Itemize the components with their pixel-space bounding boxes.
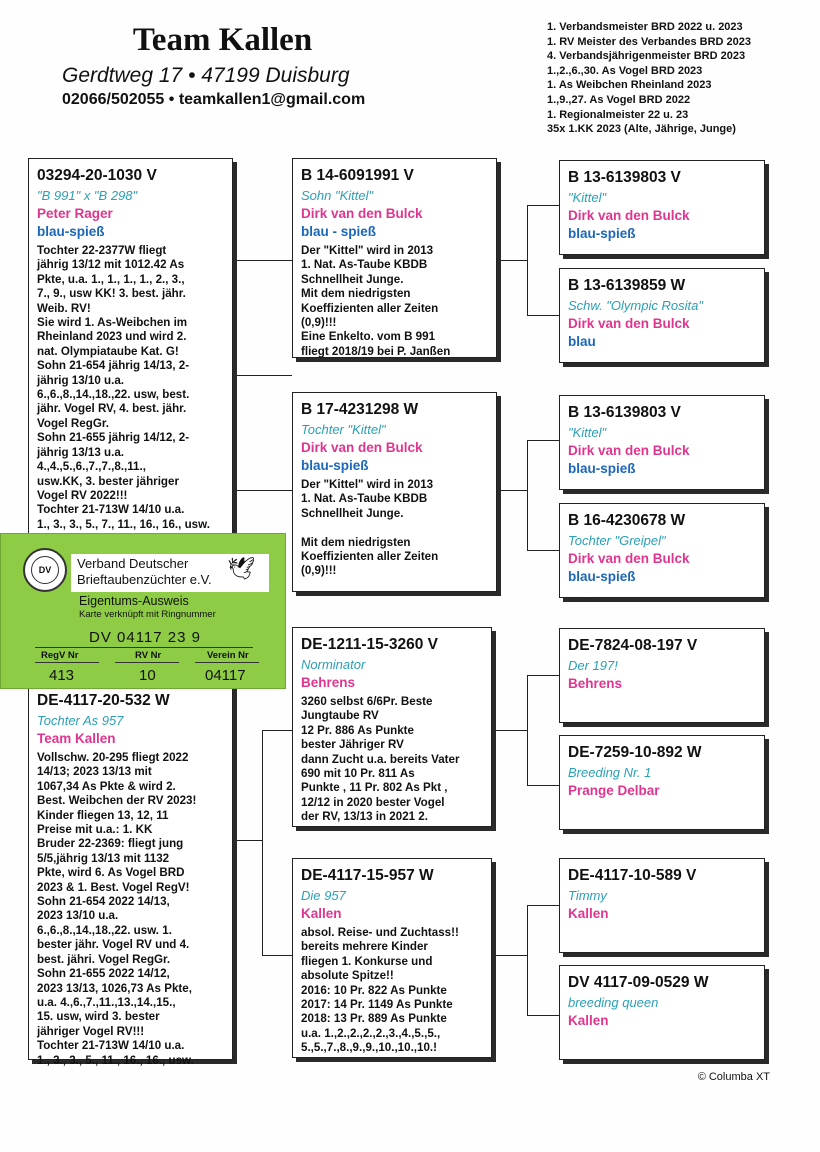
- card-ring-number: DV 04117 23 9: [89, 629, 201, 646]
- card-column-header: RV Nr: [135, 650, 162, 661]
- card-field-line: [115, 662, 179, 663]
- connector-line: [232, 375, 292, 376]
- achievement-item: 35x 1.KK 2023 (Alte, Jährige, Junge): [547, 123, 736, 136]
- breeder-name: Dirk van den Bulck: [301, 206, 423, 221]
- card-column-value: 04117: [205, 667, 246, 684]
- pedigree-box-gg4: [559, 503, 765, 598]
- achievement-item: 1. Verbandsmeister BRD 2022 u. 2023: [547, 21, 743, 33]
- connector-line: [527, 440, 559, 441]
- bird-description: Sohn "Kittel": [301, 188, 374, 203]
- pedigree-box-sire: [28, 158, 233, 538]
- bird-color: blau-spieß: [37, 224, 105, 239]
- connector-line: [492, 730, 527, 731]
- bird-color: blau-spieß: [301, 458, 369, 473]
- connector-line: [232, 840, 262, 841]
- copyright-notice: © Columba XT: [697, 1071, 770, 1083]
- breeder-name: Prange Delbar: [568, 783, 660, 798]
- ring-number: B 13-6139859 W: [568, 277, 686, 294]
- performance-notes: Der "Kittel" wird in 2013 1. Nat. As-Taube KBDB Schnellheit Junge. Mit dem niedrigsten Koeffizienten aller Zeiten (0,9)!!! Eine Enkelto. vom B 991 fliegt 2018/19 bei P. Janßen: [301, 244, 451, 358]
- association-logo-icon: [23, 548, 67, 592]
- breeder-name: Peter Rager: [37, 206, 113, 221]
- bird-color: blau: [568, 334, 596, 349]
- connector-line: [497, 260, 527, 261]
- breeder-name: Dirk van den Bulck: [568, 551, 690, 566]
- breeder-name: Dirk van den Bulck: [568, 208, 690, 223]
- connector-line: [262, 730, 263, 955]
- card-org-name: Brieftaubenzüchter e.V.: [77, 572, 212, 587]
- ring-number: DE-4117-20-532 W: [37, 692, 170, 709]
- pedigree-box-dam: [28, 683, 233, 1067]
- pigeon-icon: 🕊: [227, 556, 255, 581]
- bird-description: "B 991" x "B 298": [37, 188, 138, 203]
- performance-notes: Der "Kittel" wird in 2013 1. Nat. As-Taube KBDB Schnellheit Junge. Mit dem niedrigsten Koeffizienten aller Zeiten (0,9)!!!: [301, 478, 439, 578]
- achievement-item: 1. RV Meister des Verbandes BRD 2023: [547, 35, 752, 48]
- pedigree-box-dam-sire: [292, 627, 492, 827]
- pedigree-box-sire-dam: [292, 392, 497, 592]
- bird-description: Der 197!: [568, 658, 618, 673]
- ring-number: B 14-6091991 V: [301, 167, 414, 184]
- connector-line: [527, 675, 559, 676]
- bird-description: Die 957: [301, 888, 346, 903]
- bird-description: Tochter As 957: [37, 713, 124, 728]
- performance-notes: 3260 selbst 6/6Pr. Beste Jungtaube RV 12 Pr. 886 As Punkte bester Jähriger RV dann Zucht u.a. bereits Vater 690 mit 10 Pr. 811 As Punkte , 11 Pr. 802 As Pkt , 12/12 in 2020 bester Vogel der RV, 13/13 in 2021 2.: [301, 695, 460, 824]
- bird-description: "Kittel": [568, 425, 607, 440]
- card-column-value: 413: [49, 667, 75, 684]
- connector-line: [527, 205, 559, 206]
- connector-line: [232, 490, 292, 491]
- connector-line: [527, 785, 559, 786]
- logo-text: DV: [31, 556, 59, 584]
- bird-description: Schw. "Olympic Rosita": [568, 298, 703, 313]
- bird-color: blau-spieß: [568, 226, 636, 241]
- ring-number: DE-7259-10-892 W: [568, 744, 702, 761]
- achievement-item: 1. As Weibchen Rheinland 2023: [547, 79, 712, 92]
- connector-line: [527, 905, 559, 906]
- pedigree-box-gg2: [559, 268, 765, 363]
- ring-number: B 13-6139803 V: [568, 169, 681, 186]
- card-field-line: [195, 662, 259, 663]
- card-org-name: Verband Deutscher: [77, 556, 189, 571]
- performance-notes: absol. Reise- und Zuchtass!! bereits mehrere Kinder fliegen 1. Konkurse und absolute Spitze!! 2016: 10 Pr. 822 As Punkte 2017: 14 Pr. 1149 As Punkte 2018: 13 Pr. 889 As Punkte u.a. 1.,2.,2.,2.,2.,3.,4.,5.,5., 5.,5.,7.,8.,9.,9.,10.,10.,10.!: [301, 926, 459, 1055]
- breeder-name: Behrens: [568, 676, 623, 691]
- bird-description: Timmy: [568, 888, 607, 903]
- breeder-address: Gerdtweg 17 • 47199 Duisburg: [62, 64, 350, 87]
- performance-notes: Vollschw. 20-295 fliegt 2022 14/13; 2023 13/13 mit 1067,34 As Pkte & wird 2. Best. Weibchen der RV 2023! Kinder fliegen 13, 12, 11 Preise mit u.a.: 1. KK Bruder 22-2369: fliegt jung 5/5,jährig 13/13 mit 1132 Pkte, wird 6. As Vogel BRD 2023 & 1. Best. Vogel RegV! Sohn 21-654 2022 14/13, 2023 13/10 u.a. 6.,6.,8.,14.,18.,22. usw. 1. bester jähr. Vogel RV und 4. best. jähri. Vogel RegGr. Sohn 21-655 2022 14/12, 2023 13/13, 1026,73 As Pkte, u.a. 4.,6.,7.,11.,13.,14.,15., 15. usw, wird 3. bester jähriger Vogel RV!!! Tochter 21-713W 14/10 u.a. 1., 3., 3., 5., 11., 16., 16., usw.: [37, 751, 197, 1067]
- ring-number: B 13-6139803 V: [568, 404, 681, 421]
- pedigree-box-gg7: [559, 858, 765, 953]
- connector-line: [527, 905, 528, 1015]
- breeder-name: Kallen: [568, 906, 609, 921]
- breeder-name: Dirk van den Bulck: [568, 443, 690, 458]
- connector-line: [262, 955, 292, 956]
- bird-description: Breeding Nr. 1: [568, 765, 652, 780]
- breeder-name: Behrens: [301, 675, 356, 690]
- bird-color: blau-spieß: [568, 569, 636, 584]
- connector-line: [497, 490, 527, 491]
- breeder-name: Team Kallen: [37, 731, 116, 746]
- connector-line: [527, 1015, 559, 1016]
- achievement-item: 1.,9.,27. As Vogel BRD 2022: [547, 93, 691, 106]
- breeder-contact: 02066/502055 • teamkallen1@gmail.com: [62, 91, 366, 108]
- ring-number: DE-1211-15-3260 V: [301, 636, 439, 653]
- performance-notes: Tochter 22-2377W fliegt jährig 13/12 mit 1012.42 As Pkte, u.a. 1., 1., 1., 1., 2., 3., 7., 9., usw KK! 3. best. jähr. Weib. RV! Sie wird 1. As-Weibchen im Rheinland 2023 und wird 2. nat. Olympiataube Kat. G! Sohn 21-654 jährig 14/13, 2- jährig 13/10 u.a. 6.,6.,8.,14.,18.,22. usw, best. jähr. Vogel RV, 4. best. jähr. Vogel RegGr. Sohn 21-655 jährig 14/12, 2- jährig 13/13 u.a. 4.,4.,5.,6.,7.,7.,8.,11., usw.KK, 3. bester jähriger Vogel RV 2022!!! Tochter 21-713W 14/10 u.a. 1., 3., 3., 5., 7., 11., 16., 16., usw.: [37, 244, 210, 531]
- pedigree-box-gg1: [559, 160, 765, 255]
- card-sublabel: Karte verknüpft mit Ringnummer: [79, 609, 216, 620]
- ring-number: B 16-4230678 W: [568, 512, 686, 529]
- ownership-card: [0, 533, 286, 689]
- breeder-name: Dirk van den Bulck: [301, 440, 423, 455]
- connector-line: [527, 675, 528, 785]
- pedigree-box-sire-sire: [292, 158, 497, 358]
- bird-description: Tochter "Greipel": [568, 533, 666, 548]
- ring-number: 03294-20-1030 V: [37, 167, 157, 184]
- ring-number: B 17-4231298 W: [301, 401, 419, 418]
- achievement-item: 1. Regionalmeister 22 u. 23: [547, 108, 689, 121]
- pedigree-box-gg6: [559, 735, 765, 830]
- connector-line: [492, 955, 527, 956]
- card-label: Eigentums-Ausweis: [79, 594, 189, 608]
- bird-description: "Kittel": [568, 190, 607, 205]
- breeder-name: Kallen: [568, 1013, 609, 1028]
- pedigree-box-gg3: [559, 395, 765, 490]
- ring-number: DV 4117-09-0529 W: [568, 974, 709, 991]
- connector-line: [232, 260, 292, 261]
- ring-number: DE-7824-08-197 V: [568, 637, 698, 654]
- card-column-header: RegV Nr: [41, 650, 79, 661]
- page-title: Team Kallen: [132, 22, 313, 58]
- breeder-name: Dirk van den Bulck: [568, 316, 690, 331]
- breeder-name: Kallen: [301, 906, 342, 921]
- bird-color: blau-spieß: [568, 461, 636, 476]
- pedigree-box-gg5: [559, 628, 765, 723]
- card-field-line: [35, 647, 253, 648]
- achievements-list: [547, 20, 751, 137]
- achievement-item: 1.,2.,6.,30. As Vogel BRD 2023: [547, 64, 703, 77]
- achievement-item: 4. Verbandsjährigenmeister BRD 2023: [547, 50, 746, 63]
- bird-description: breeding queen: [568, 995, 659, 1010]
- bird-description: Tochter "Kittel": [301, 422, 386, 437]
- connector-line: [262, 730, 292, 731]
- card-column-header: Verein Nr: [207, 650, 249, 661]
- bird-description: Norminator: [301, 657, 366, 672]
- ring-number: DE-4117-10-589 V: [568, 867, 697, 884]
- bird-color: blau - spieß: [301, 224, 377, 239]
- connector-line: [527, 205, 528, 315]
- card-field-line: [35, 662, 99, 663]
- connector-line: [527, 550, 559, 551]
- connector-line: [527, 315, 559, 316]
- pedigree-box-dam-dam: [292, 858, 492, 1058]
- connector-line: [527, 440, 528, 550]
- pedigree-box-gg8: [559, 965, 765, 1060]
- ring-number: DE-4117-15-957 W: [301, 867, 434, 884]
- card-column-value: 10: [139, 667, 156, 684]
